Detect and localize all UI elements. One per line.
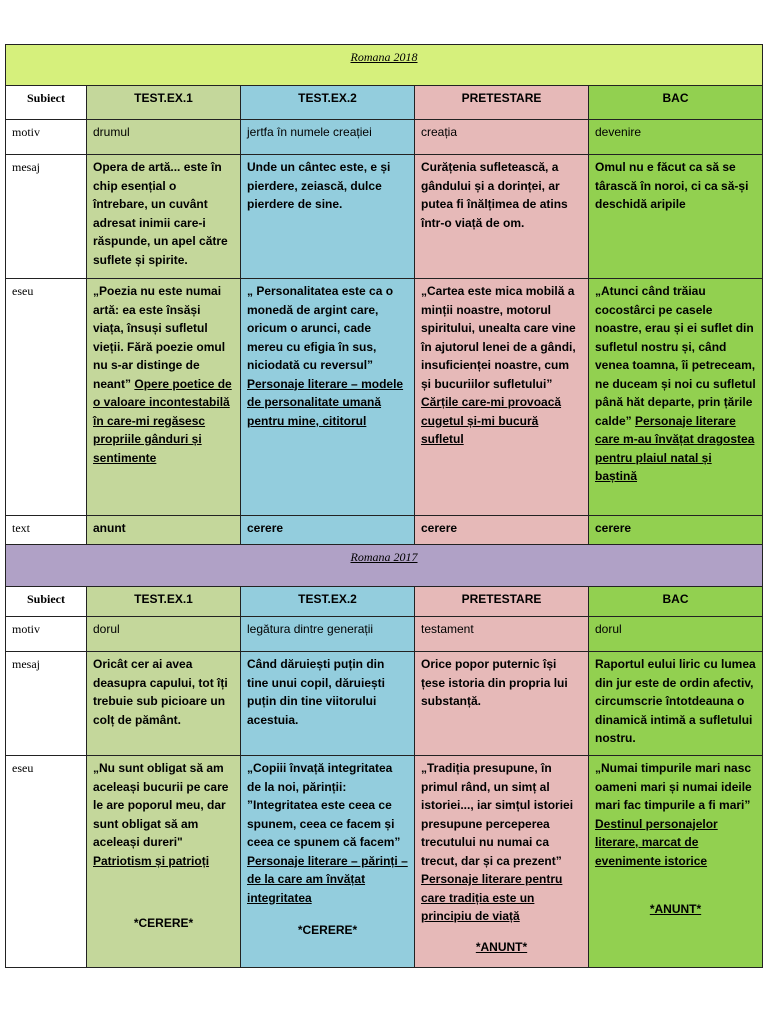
motiv-cell: drumul [87,120,241,155]
eseu-quote: „Atunci când trăiau cocostârci pe casele noastre, erau și ei suflet din sufletul nostru și, când venea toamna, îi petreceam, ne duceam și noi cu sufletul până hăt departe, prin țările calde” [595,284,756,428]
mesaj-cell: Curățenia sufletească, a gândului și a dorinței, ar putea fi înălțimea de atins într-o viață de om. [415,155,589,279]
year-2017-title: Romana 2017 [350,550,418,564]
motiv-cell: creația [415,120,589,155]
mesaj-cell: Când dăruiești puțin din tine unui copil, dăruiești puțin din tine viitorului acestuia. [241,652,415,756]
motiv-label: motiv [6,120,87,155]
column-header-test-ex-1: TEST.EX.1 [87,86,241,120]
mesaj-label: mesaj [6,155,87,279]
eseu-topic: Patriotism și patrioți [93,853,210,868]
eseu-cell [241,279,415,516]
eseu-topic: Personaje literare – părinți – de la care am învățat integritatea [247,853,408,905]
motiv-cell: testament [415,617,589,652]
column-header-pretestare: PRETESTARE [415,86,589,120]
mesaj-cell: Opera de artă... este în chip esențial o întrebare, un cuvânt adresat inimii care-i răspunde, un apel către suflete și spirite. [87,155,241,279]
eseu-topic: Cărțile care-mi provoacă cugetul și-mi bucură sufletul [421,395,562,446]
eseu-cell [241,756,415,968]
eseu-quote: „Poezia nu este numai artă: ea este însăși viața, însuși sufletul vieții. Fără poezie omul nu s-ar distinge de neant” [93,284,226,391]
motiv-cell: legătura dintre generații [241,617,415,652]
motiv-cell: devenire [589,120,763,155]
motiv-cell: dorul [87,617,241,652]
eseu-topic: Personaje literare care m-au învățat dragostea pentru plaiul natal și baștină [595,413,755,483]
eseu-quote: „Cartea este mica mobilă a minții noastre, motorul spiritului, unealta care vine în ajutorul lenei de a gândi, insuficienței noastre, cum și bucuriilor sufletului” [421,284,576,391]
mesaj-cell: Omul nu e făcut ca să se târască în noroi, ci ca să-și deschidă aripile [589,155,763,279]
eseu-label: eseu [6,279,87,516]
subject-label: Subiect [6,86,87,120]
year-2017-title-cell [6,545,763,587]
mesaj-row-2017 [6,652,763,756]
mesaj-cell: Orice popor puternic își țese istoria din propria lui substanță. [415,652,589,756]
header-row-2017 [6,587,763,617]
eseu-quote: „Tradiția presupune, în primul rând, un simț al istoriei..., iar simțul istoriei presupune perceperea trecutului nu numai ca trecut, dar și ca prezent” [421,761,574,868]
eseu-row-2018 [6,279,763,516]
exam-subjects-table [5,44,763,968]
eseu-text-type-tag: *ANUNT* [475,939,528,954]
eseu-cell [87,756,241,968]
year-2018-title-cell [6,45,763,86]
eseu-cell [415,756,589,968]
year-2018-row [6,45,763,86]
mesaj-cell: Oricât cer ai avea deasupra capului, tot îți trebuie sub picioare un colț de pământ. [87,652,241,756]
column-header-test-ex-2: TEST.EX.2 [241,86,415,120]
text-label: text [6,516,87,545]
eseu-text-type-tag: *ANUNT* [649,902,702,916]
eseu-cell [87,279,241,516]
eseu-text-type-tag: *CERERE* [133,916,194,930]
column-header-test-ex-2: TEST.EX.2 [241,587,415,617]
motiv-row-2018 [6,120,763,155]
mesaj-cell: Unde un cântec este, e și pierdere, zeiască, dulce pierdere de sine. [241,155,415,279]
motiv-label: motiv [6,617,87,652]
year-2017-row [6,545,763,587]
text-cell: cerere [415,516,589,545]
text-row-2018 [6,516,763,545]
subject-label: Subiect [6,587,87,617]
eseu-quote: „Numai timpurile mari nasc oameni mari și numai ideile mari fac timpurile a fi mari” [595,761,752,812]
eseu-row-2017 [6,756,763,968]
column-header-bac: BAC [589,587,763,617]
eseu-quote: „ Personalitatea este ca o monedă de argint care, oricum o arunci, cade mereu cu efigia în sus, niciodată cu reversul” [247,284,394,372]
mesaj-cell: Raportul eului liric cu lumea din jur este de ordin afectiv, circumscrie întotdeauna o dinamică intimă a sufletului nostru. [589,652,763,756]
motiv-row-2017 [6,617,763,652]
eseu-quote: „Copiii învață integritatea de la noi, părinții: ”Integritatea este ceea ce spunem, ceea ce facem și ceea ce spunem că facem” [247,761,401,849]
eseu-cell [589,756,763,968]
eseu-topic: Personaje literare – modele de personalitate umană pentru mine, cititorul [247,376,404,428]
column-header-bac: BAC [589,86,763,120]
mesaj-row-2018 [6,155,763,279]
text-cell: cerere [241,516,415,545]
eseu-cell [589,279,763,516]
text-cell: anunt [87,516,241,545]
column-header-pretestare: PRETESTARE [415,587,589,617]
year-2018-title: Romana 2018 [350,50,418,64]
header-row-2018 [6,86,763,120]
eseu-text-type-tag: *CERERE* [297,923,358,937]
eseu-topic: Opere poetice de o valoare incontestabilă în care-mi regăsesc propriile gânduri și sentimente [93,376,232,465]
eseu-cell [415,279,589,516]
text-cell: cerere [589,516,763,545]
eseu-quote: „Nu sunt obligat să am aceleași bucurii pe care le are poporul meu, dar sunt obligat să am aceleași dureri" [93,761,229,849]
eseu-topic: Personaje literare pentru care tradiția este un principiu de viață [421,872,563,923]
eseu-topic: Destinul personajelor literare, marcat de evenimente istorice [595,816,718,868]
column-header-test-ex-1: TEST.EX.1 [87,587,241,617]
motiv-cell: jertfa în numele creației [241,120,415,155]
eseu-label: eseu [6,756,87,968]
mesaj-label: mesaj [6,652,87,756]
motiv-cell: dorul [589,617,763,652]
